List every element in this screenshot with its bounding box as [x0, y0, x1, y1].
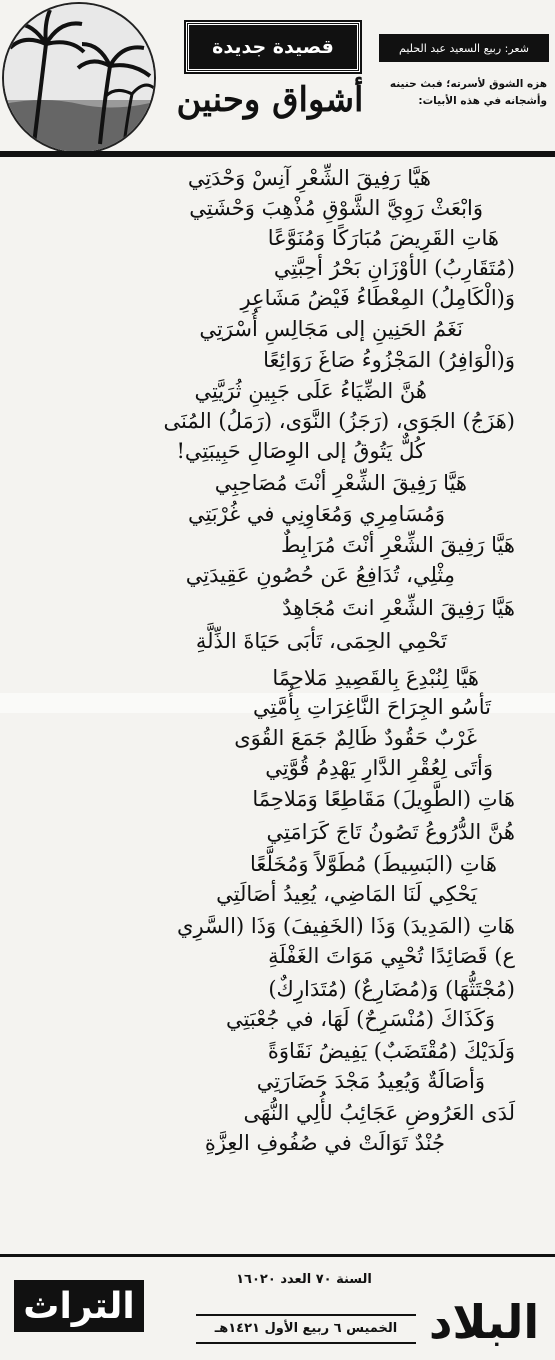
- poem-line: يَحْكِي لَنَا المَاضِي، يُعِيدُ أصَالَتِي: [216, 882, 477, 906]
- poem-line: نَغَمُ الحَنِينِ إلى مَجَالِسِ أُسْرَتِي: [199, 317, 463, 341]
- footer-divider: [0, 1254, 555, 1257]
- poem-line: هُنَّ الضِّيَاءُ عَلَى جَبِينِ ثُرَيَّتِي: [194, 379, 427, 403]
- poem-line: (مُجْتَثُّهَا) وَ(مُضَارِعٌ) (مُتَدَارِكٌ): [268, 977, 515, 1001]
- al-bilad-logo: البلاد: [428, 1295, 540, 1349]
- poem-intro-line-2: وأشجانه في هذه الأبيات:: [418, 95, 547, 107]
- poem-line: مِثْلِي، تُدَافِعُ عَن حُصُونِ عَقِيدَتِي: [185, 563, 455, 587]
- poem-line: هَيَّا رَفِيقَ الشِّعْرِ انتَ مُجَاهِدٌ: [282, 596, 515, 620]
- palm-tree-illustration: [2, 2, 156, 154]
- poem-line: هَاتِ (البَسِيطَ) مُطَوَّلاً وَمُخَلَّعًا: [250, 852, 497, 876]
- poem-line: وَكَذَاكَ (مُنْسَرِحٌ) لَهَا، في جُعْبَتِي: [226, 1007, 495, 1031]
- poem-line: هَاتِ القَرِيضَ مُبَارَكًا وَمُنَوَّعًا: [267, 226, 499, 250]
- poem-intro-line-1: هزه الشوق لأسرته؛ فبث حنينه: [389, 78, 547, 90]
- issue-info: السنة ٧٠ العدد ١٦٠٢٠: [236, 1272, 372, 1287]
- poem-line: جُنْدٌ تَوَالَتْ في صُفُوفِ العِزَّةِ: [204, 1131, 445, 1155]
- poem-intro: [375, 76, 547, 110]
- poem-line: وَلَدَيْكَ (مُقْتَضَبٌ) يَفِيضُ نَقَاوَةً: [267, 1039, 515, 1063]
- poem-line: هَيَّا لِنُبْدِعَ بِالقَصِيدِ مَلاحِمًا: [272, 666, 479, 690]
- newspaper-footer: [0, 1254, 555, 1360]
- poem-line: وَمُسَامِرِي وَمُعَاوِنِي في غُرْبَتِي: [187, 502, 445, 526]
- poem-line: لَدَى العَرُوضِ عَجَائِبُ لأُلِي النُّهَى: [243, 1101, 515, 1125]
- article-header: [0, 0, 555, 150]
- poem-line: وَ(الْوَافِرُ) المَجْزُوءُ صَاغَ رَوَائِعًا: [263, 348, 515, 372]
- al-turath-logo: التراث: [14, 1280, 144, 1332]
- poem-title: أشواق وحنين: [176, 80, 364, 120]
- poem-line: هَاتِ (الطَّوِيلَ) مَقَاطِعًا وَمَلاحِمًا: [252, 787, 515, 811]
- poem-line: هَيَّا رَفِيقَ الشِّعْرِ أنْتَ مُصَاحِبِي: [214, 471, 467, 495]
- issue-date: الخميس ٦ ربيع الأول ١٤٢١هـ: [196, 1314, 416, 1344]
- new-poem-badge: قصيدة جديدة: [186, 22, 360, 72]
- poem-line: (هَزَجُ) الجَوَى، (رَجَزُ) النَّوَى، (رَمَلُ) المُنَى: [163, 409, 515, 433]
- header-divider: [0, 151, 555, 157]
- poem-line: كُلٌّ يَتُوقُ إلى الوِصَالِ حَبِيبَتِي!: [176, 439, 425, 463]
- poem-line: تَأسُو الجِرَاحَ النَّاغِرَاتِ بِأُمَّتِي: [253, 695, 491, 719]
- poem-line: هَيَّا رَفِيقَ الشِّعْرِ آنِسْ وَحْدَتِي: [187, 166, 431, 190]
- poem-line: وَأتَى لِعُقْرِ الدَّارِ يَهْدِمُ قُوَّتِي: [265, 756, 493, 780]
- poem-line: هَاتِ (المَدِيدَ) وَذَا (الخَفِيفَ) وَذَا (السَّرِي: [177, 914, 515, 938]
- poem-line: غَرْبٌ حَقُودٌ ظَالِمٌ جَمَعَ القُوَى: [234, 726, 477, 750]
- poem-line: (مُتَقَارِبُ) الأوْزَانِ بَحْرُ أحِبَّتِي: [273, 256, 515, 280]
- poem-line: هُنَّ الدُّرُوعُ تَصُونُ تَاجَ كَرَامَتِي: [266, 820, 515, 844]
- poem-line: وَأصَالَةٌ وَيُعِيدُ مَجْدَ حَضَارَتِي: [256, 1069, 485, 1093]
- poem-line: تَحْمِي الحِمَى، تَأبَى حَيَاةَ الذِّلَّةِ: [195, 629, 447, 653]
- poem-line: وَابْعَثْ رَوِيَّ الشَّوْقِ مُذْهِبَ وَحْشَتِي: [189, 196, 483, 220]
- poem-line: هَيَّا رَفِيقَ الشِّعْرِ أنْتَ مُرَابِطٌ: [281, 533, 515, 557]
- poem-line: ع) قَصَائِدًا تُحْيِي مَوَاتَ الغَفْلَةِ: [268, 944, 515, 968]
- poem-line: وَ(الْكَامِلُ) المِعْطَاءُ فَيْضُ مَشَاعِرِ: [240, 286, 515, 310]
- poet-credit: شعر: ربيع السعيد عبد الحليم: [379, 34, 549, 62]
